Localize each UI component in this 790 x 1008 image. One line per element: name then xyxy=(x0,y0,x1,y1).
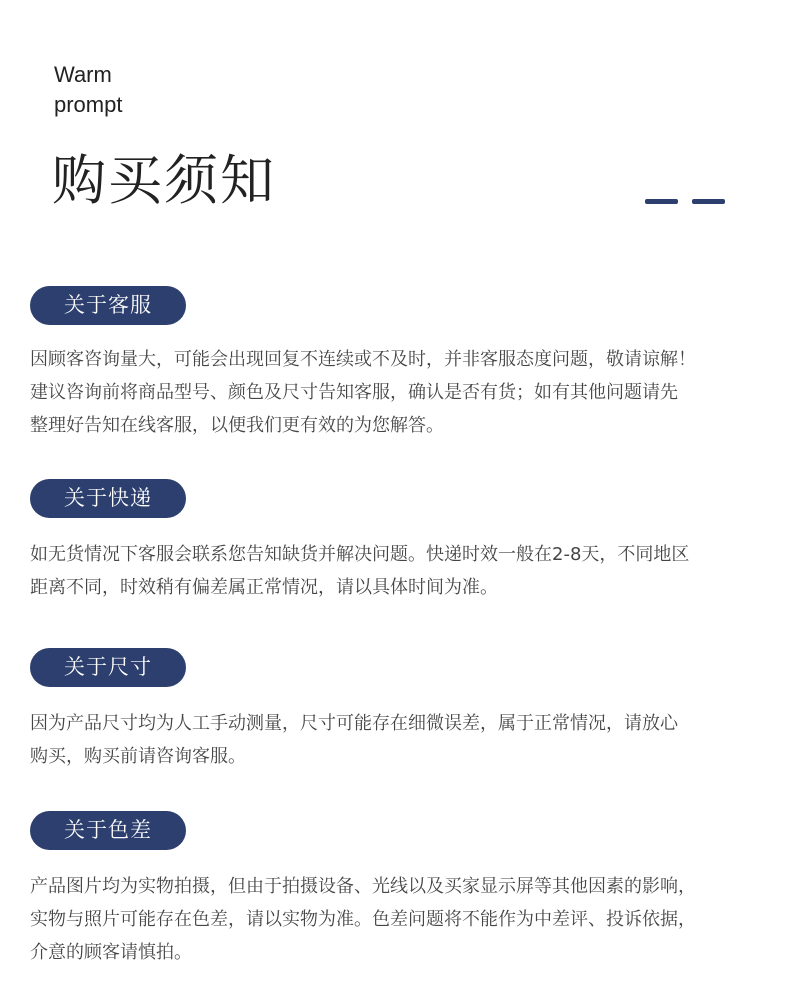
section-text-size: 因为产品尺寸均为人工手动测量，尺寸可能存在细微误差，属于正常情况，请放心 购买，购买前请咨询客服。 xyxy=(30,713,678,767)
section-text-customer-service: 因顾客咨询量大，可能会出现回复不连续或不及时，并非客服态度问题，敬请谅解！ 建议咨询前将商品型号、颜色及尺寸告知客服，确认是否有货；如有其他问题请先 整理好告知在线客服，以便我们更有效的为您解答。 xyxy=(30,349,696,436)
section-customer-service xyxy=(30,286,770,442)
section-label-delivery: 关于快递 xyxy=(30,479,186,518)
section-text-color-difference: 产品图片均为实物拍摄，但由于拍摄设备、光线以及买家显示屏等其他因素的影响， 实物与照片可能存在色差，请以实物为准。色差问题将不能作为中差评、投诉依据， 介意的顾客请慎拍。 xyxy=(30,876,696,963)
section-text-delivery: 如无货情况下客服会联系您告知缺货并解决问题。快递时效一般在2-8天，不同地区 距离不同，时效稍有偏差属正常情况，请以具体时间为准。 xyxy=(30,544,690,598)
section-delivery xyxy=(30,479,770,604)
section-label-customer-service: 关于客服 xyxy=(30,286,186,325)
section-label-color-difference: 关于色差 xyxy=(30,811,186,850)
subtitle-line-warm: Warm xyxy=(54,62,112,87)
page-title: 购买须知 xyxy=(52,149,276,212)
decorative-dash-left xyxy=(645,199,678,204)
section-size xyxy=(30,648,770,773)
decorative-dash-right xyxy=(692,199,725,204)
section-label-size: 关于尺寸 xyxy=(30,648,186,687)
subtitle-line-prompt: prompt xyxy=(54,92,123,117)
subtitle xyxy=(54,60,122,120)
section-color-difference xyxy=(30,811,770,969)
